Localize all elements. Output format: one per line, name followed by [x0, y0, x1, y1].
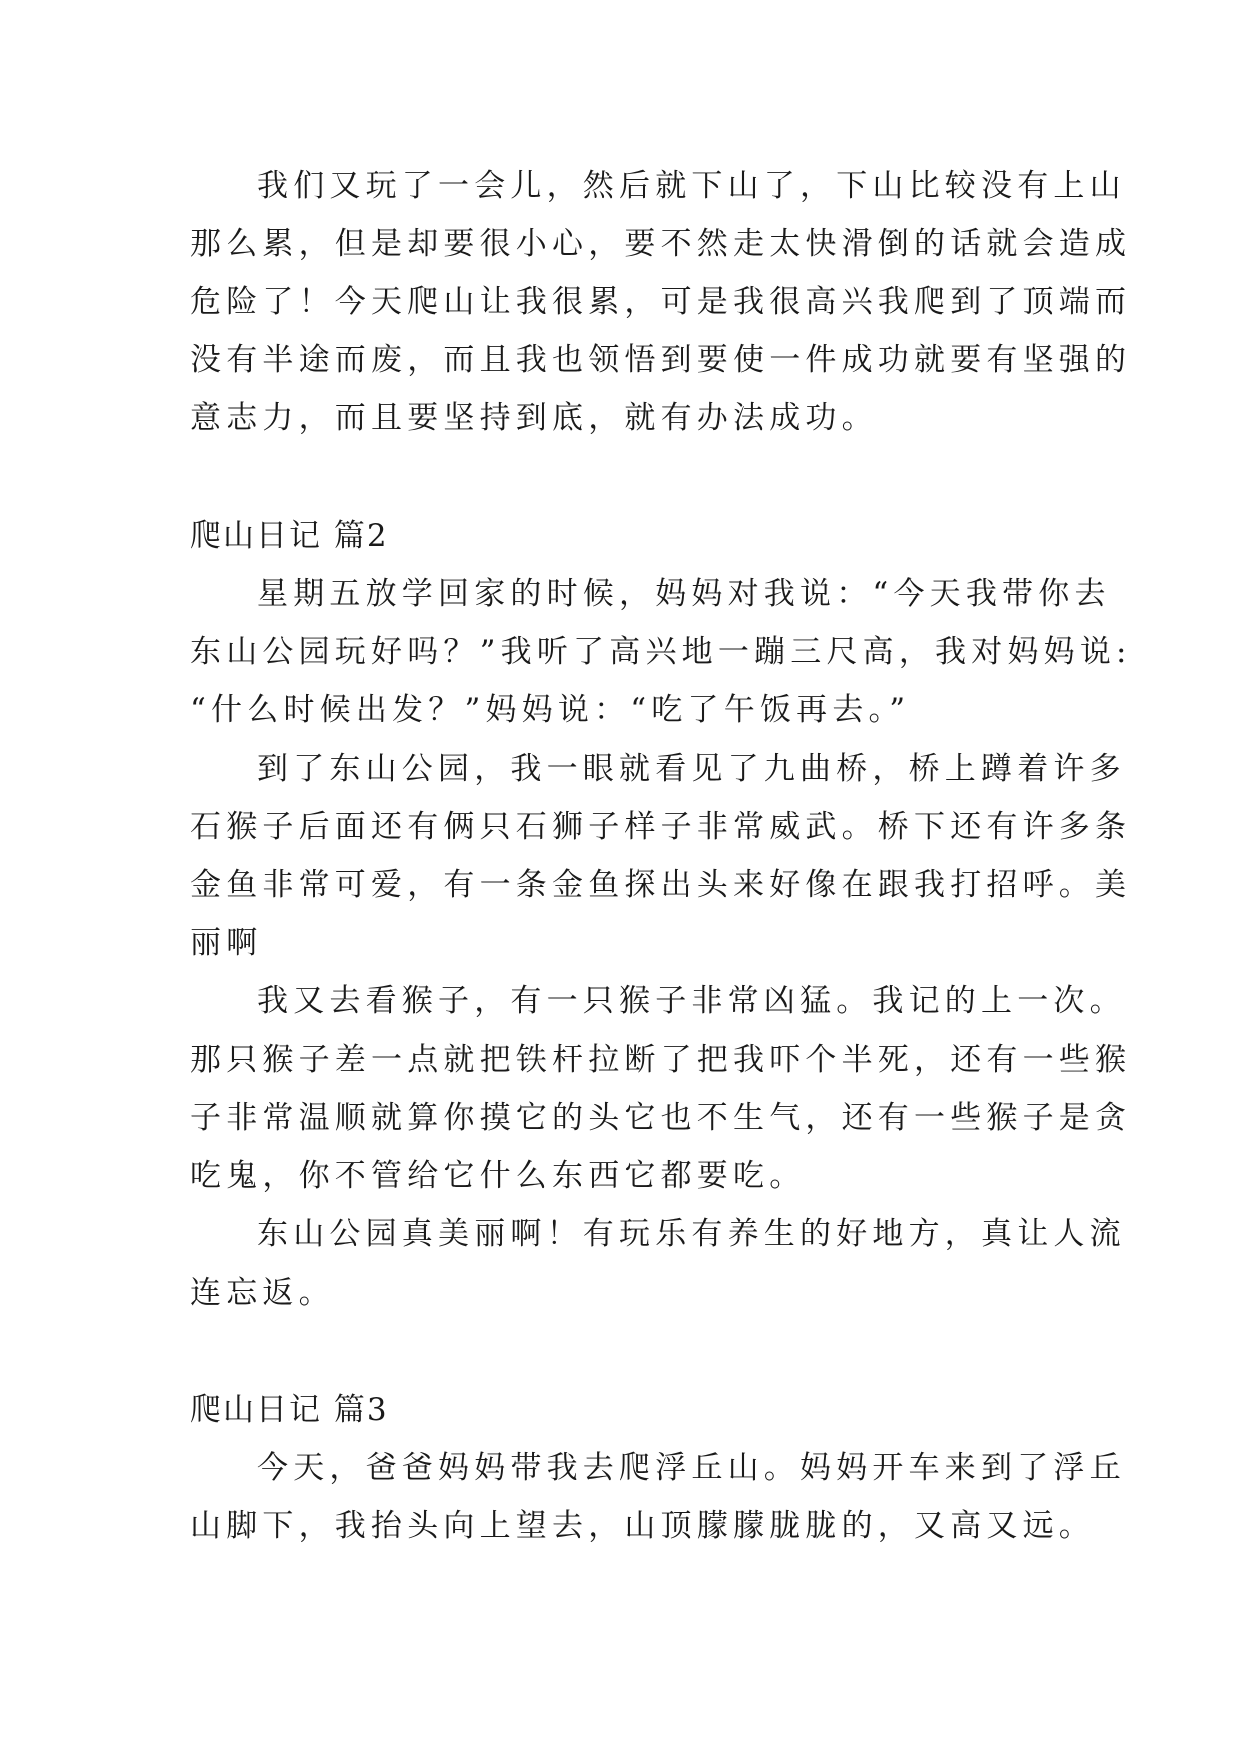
section-heading: 爬山日记 篇2 — [190, 518, 389, 554]
paragraph-line: 危险了！今天爬山让我很累，可是我很高兴我爬到了顶端而 — [190, 284, 1132, 320]
paragraph-line: 山脚下，我抬头向上望去，山顶朦朦胧胧的，又高又远。 — [190, 1508, 1095, 1544]
paragraph-line: 我们又玩了一会儿，然后就下山了，下山比较没有上山 — [257, 168, 1126, 204]
paragraph-line: 那只猴子差一点就把铁杆拉断了把我吓个半死，还有一些猴 — [190, 1042, 1132, 1078]
paragraph-line: “什么时候出发？”妈妈说：“吃了午饭再去。” — [190, 692, 911, 728]
paragraph-line: 石猴子后面还有俩只石狮子样子非常威武。桥下还有许多条 — [190, 809, 1132, 845]
paragraph-line: 东山公园真美丽啊！有玩乐有养生的好地方，真让人流 — [257, 1216, 1126, 1252]
section-heading: 爬山日记 篇3 — [190, 1392, 389, 1428]
paragraph-line: 意志力，而且要坚持到底，就有办法成功。 — [190, 400, 878, 436]
paragraph-line: 吃鬼，你不管给它什么东西它都要吃。 — [190, 1158, 806, 1194]
paragraph-line: 丽啊 — [190, 925, 263, 961]
paragraph-line: 连忘返。 — [190, 1275, 335, 1311]
paragraph-line: 金鱼非常可爱，有一条金鱼探出头来好像在跟我打招呼。美 — [190, 867, 1132, 903]
paragraph-line: 到了东山公园，我一眼就看见了九曲桥，桥上蹲着许多 — [257, 751, 1126, 787]
paragraph-line: 星期五放学回家的时候，妈妈对我说：“今天我带你去 — [257, 576, 1111, 612]
paragraph-line: 没有半途而废，而且我也领悟到要使一件成功就要有坚强的 — [190, 342, 1132, 378]
paragraph-line: 东山公园玩好吗？”我听了高兴地一蹦三尺高，我对妈妈说: — [190, 634, 1132, 670]
paragraph-line: 子非常温顺就算你摸它的头它也不生气，还有一些猴子是贪 — [190, 1100, 1132, 1136]
paragraph-line: 我又去看猴子，有一只猴子非常凶猛。我记的上一次。 — [257, 983, 1126, 1019]
paragraph-line: 今天，爸爸妈妈带我去爬浮丘山。妈妈开车来到了浮丘 — [257, 1450, 1126, 1486]
paragraph-line: 那么累，但是却要很小心，要不然走太快滑倒的话就会造成 — [190, 226, 1132, 262]
